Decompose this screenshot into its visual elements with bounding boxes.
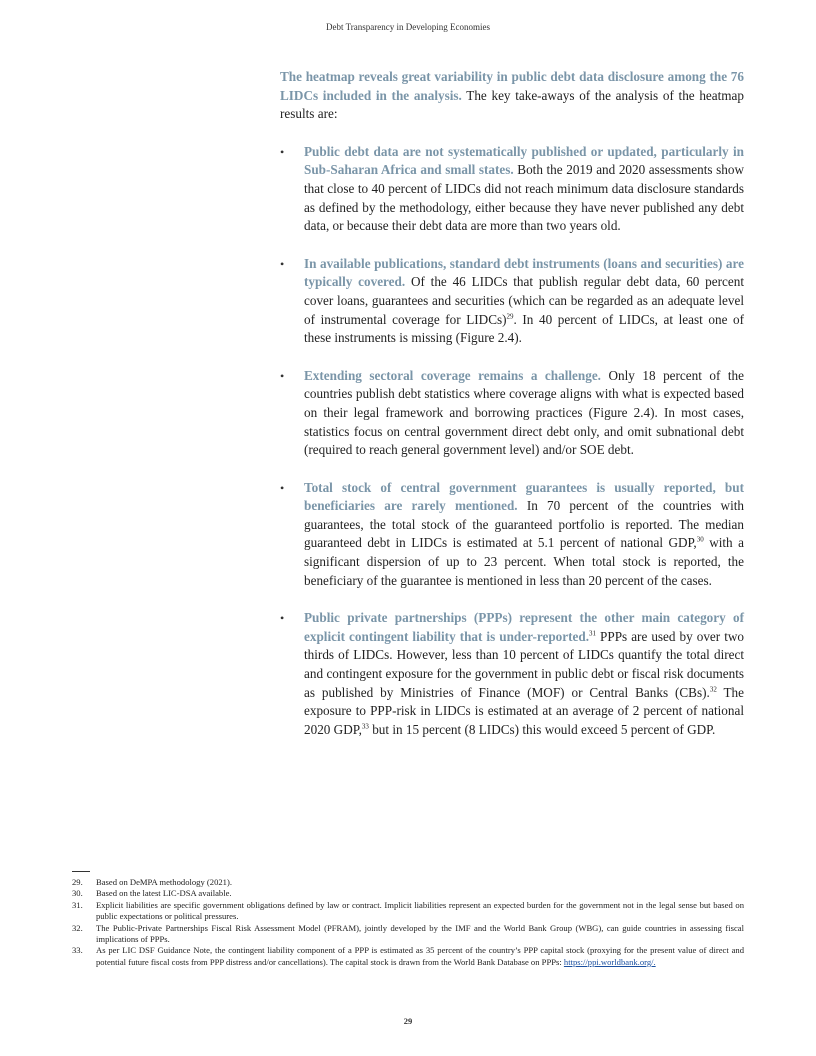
main-text [280, 68, 744, 758]
footnote [72, 877, 744, 888]
takeaway-text: but in 15 percent (8 LIDCs) this would exceed 5 percent of GDP. [368, 721, 716, 737]
takeaway-lead: Extending sectoral coverage remains a challenge. [304, 367, 601, 383]
takeaway-lead: In available publications, standard debt instruments (loans and securities) are typically covered. [304, 255, 744, 290]
footnote-ref[interactable]: 30 [696, 536, 704, 545]
takeaway-text: Both the 2019 and 2020 assessments show that close to 40 percent of LIDCs did not reach minimum data disclosure standards as defined by the methodology, either because they have never published any debt data, or because their debt data are more than two years old. [304, 162, 744, 234]
footnote-ref[interactable]: 33 [361, 722, 369, 731]
takeaway-text: . In 40 percent of LIDCs, at least one of these instruments is missing (Figure 2.4). [304, 311, 744, 346]
takeaway-text: PPPs are used by over two thirds of LIDCs. However, less than 10 percent of LIDCs quantify the total direct and contingent exposure for the government in public debt or fiscal risk documents as published by Ministries of Finance (MOF) or Central Banks (CBs). [304, 628, 744, 700]
takeaway-text: The exposure to PPP-risk in LIDCs is estimated at an average of 2 percent of national 2020 GDP, [304, 684, 744, 737]
footnote-text: The Public-Private Partnerships Fiscal Risk Assessment Model (PFRAM), jointly developed by the IMF and the World Bank Group (WBG), can guide countries in assessing fiscal implications of PPPs. [96, 922, 744, 945]
running-title: Debt Transparency in Developing Economies [326, 22, 490, 32]
bullet-icon: • [280, 368, 285, 383]
bullet-icon: • [280, 480, 285, 495]
takeaway-item [280, 367, 744, 460]
takeaway-lead: Total stock of central government guarantees is usually reported, but beneficiaries are rarely mentioned. [304, 479, 744, 514]
takeaways-list [280, 143, 744, 740]
footnote [72, 900, 744, 923]
footnote-number: 33. [72, 945, 83, 956]
takeaway-text: Of the 46 LIDCs that publish regular debt data, 60 percent cover loans, guarantees and securities (which can be regarded as an adequate level of instrumental coverage for LIDCs) [304, 274, 744, 327]
page-number: 29 [403, 1016, 413, 1026]
footnote-ref[interactable]: 29 [506, 312, 514, 321]
takeaway-item [280, 143, 744, 236]
takeaway-lead: Public private partnerships (PPPs) represent the other main category of explicit contingent liability that is under-reported. [304, 610, 744, 644]
footnote [72, 923, 744, 946]
footnote [72, 945, 744, 968]
takeaway-lead: Public debt data are not systematically published or updated, particularly in Sub-Saharan Africa and small states. [304, 143, 744, 178]
footnote-number: 31. [72, 899, 83, 910]
takeaway-text: In 70 percent of the countries with guarantees, the total stock of the guaranteed portfolio is reported. The median guaranteed debt in LIDCs is estimated at 5.1 percent of national GDP, [304, 498, 745, 551]
bullet-icon: • [280, 611, 285, 626]
takeaway-item [280, 479, 744, 591]
footnote-text: Based on the latest LIC-DSA available. [96, 888, 232, 899]
intro-lead: The heatmap reveals great variability in public debt data disclosure among the 76 LIDCs included in the analysis. [280, 69, 744, 103]
footnote-number: 32. [72, 922, 83, 933]
intro-paragraph [280, 68, 744, 124]
intro-text: The key take-aways of the analysis of the heatmap results are: [280, 87, 745, 122]
footnote-ref[interactable]: 31 [589, 629, 596, 638]
takeaway-item [280, 609, 744, 739]
footnote-number: 30. [72, 888, 83, 899]
ppi-database-link[interactable]: https://ppi.worldbank.org/. [563, 956, 656, 967]
footnote [72, 888, 744, 899]
takeaway-item [280, 255, 744, 348]
footnote-ref[interactable]: 32 [709, 685, 717, 694]
takeaway-text: with a significant dispersion of up to 23 percent. When total stock is reported, the beneficiary of the guarantee is mentioned in less than 20 percent of the cases. [304, 535, 744, 588]
footnotes [72, 877, 744, 968]
takeaway-text: Only 18 percent of the countries publish debt statistics where coverage aligns with what is expected based on their legal framework and borrowing practices (Figure 2.4). In most cases, statistics focus on central government direct debt only, and omit subnational debt (required to reach general government level) and/or SOE debt. [304, 367, 744, 458]
bullet-icon: • [280, 144, 285, 159]
bullet-icon: • [280, 256, 285, 271]
running-header [0, 22, 816, 32]
footnote-text: As per LIC DSF Guidance Note, the contingent liability component of a PPP is estimated as 35 percent of the country’s PPP capital stock (proxying for the present value of direct and potential future fiscal costs from PPP distress and/or cancellations). The capital stock is drawn from the World Bank Database on PPPs: [96, 945, 744, 967]
footnote-divider [72, 871, 90, 872]
footnote-number: 29. [72, 877, 83, 887]
footnote-text: Explicit liabilities are specific government obligations defined by law or contract. Implicit liabilities represent an expected burden for the government not in the legal sense but based on public expectations or political pressures. [96, 899, 744, 922]
footnote-text: Based on DeMPA methodology (2021). [96, 877, 232, 887]
